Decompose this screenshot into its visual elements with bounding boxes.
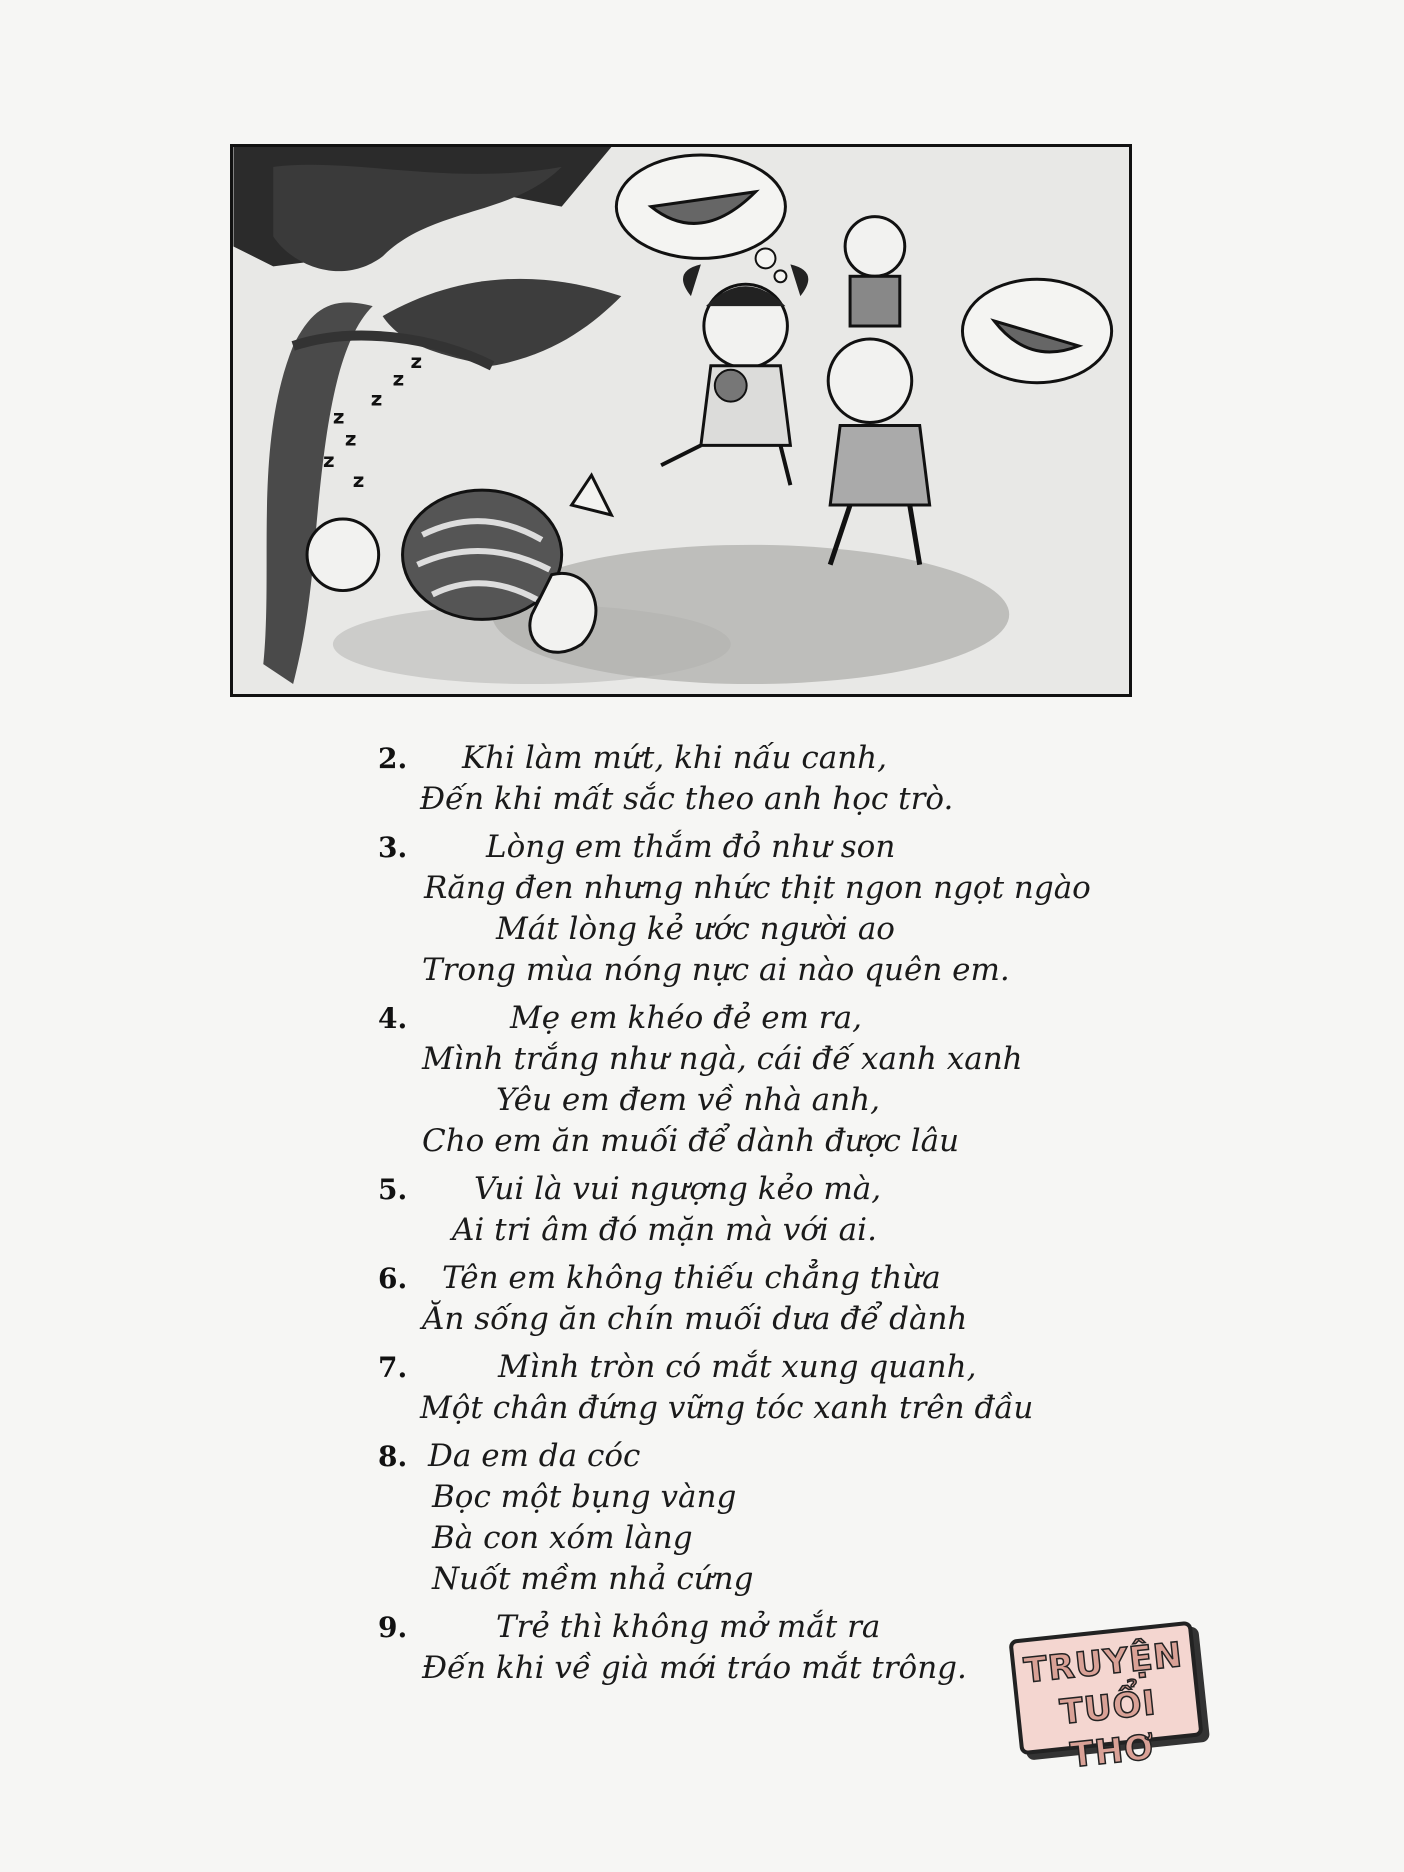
stanza-line [378, 1258, 1138, 1299]
line-text: Đến khi về già mới tráo mắt trông. [422, 1650, 967, 1686]
stanza-3 [378, 827, 1138, 991]
line-text: Mình tròn có mắt xung quanh, [498, 1349, 977, 1385]
stanza-number: 4. [378, 1002, 408, 1035]
stanza-line [378, 909, 1138, 950]
riddle-poem [378, 738, 1138, 1696]
stanza-line [378, 1477, 1138, 1518]
line-text: Da em da cóc [428, 1438, 641, 1474]
line-text: Tên em không thiếu chẳng thừa [442, 1260, 941, 1296]
stanza-line [378, 1436, 1138, 1477]
sleep-z-4: z [352, 469, 365, 493]
stanza-line [378, 1210, 1138, 1251]
stanza-line [378, 868, 1138, 909]
stanza-6 [378, 1258, 1138, 1340]
sleep-z-1: z [332, 405, 345, 429]
line-text: Trẻ thì không mở mắt ra [496, 1609, 881, 1645]
cartoon-illustration [230, 144, 1132, 697]
stanza-8 [378, 1436, 1138, 1600]
line-text: Đến khi mất sắc theo anh học trò. [420, 781, 954, 817]
line-text: Mình trắng như ngà, cái đế xanh xanh [422, 1041, 1023, 1077]
line-text: Ai tri âm đó mặn mà với ai. [452, 1212, 877, 1248]
stanza-line [378, 1121, 1138, 1162]
line-text: Bọc một bụng vàng [432, 1479, 737, 1515]
sleep-z-3: z [322, 449, 335, 473]
line-text: Cho em ăn muối để dành được lâu [422, 1123, 960, 1159]
logo-line-2: TUỔI THƠ [1058, 1682, 1159, 1776]
line-text: Nuốt mềm nhả cứng [432, 1561, 754, 1597]
stanza-line [378, 1347, 1138, 1388]
stanza-4 [378, 998, 1138, 1162]
line-text: Một chân đứng vững tóc xanh trên đầu [420, 1390, 1034, 1426]
stanza-line [378, 779, 1138, 820]
stanza-number: 8. [378, 1440, 408, 1473]
line-text: Lòng em thắm đỏ như son [486, 829, 896, 865]
line-text: Mát lòng kẻ ước người ao [496, 911, 895, 947]
line-text: Vui là vui ngượng kẻo mà, [474, 1171, 882, 1207]
stanza-line [378, 1299, 1138, 1340]
sleep-z-7: z [410, 349, 423, 373]
stanza-line [378, 1388, 1138, 1429]
stanza-line [378, 998, 1138, 1039]
line-text: Yêu em đem về nhà anh, [496, 1082, 880, 1118]
stanza-5 [378, 1169, 1138, 1251]
stanza-7 [378, 1347, 1138, 1429]
line-text: Mẹ em khéo đẻ em ra, [510, 1000, 862, 1036]
stanza-2 [378, 738, 1138, 820]
stanza-line [378, 950, 1138, 991]
stanza-line [378, 1559, 1138, 1600]
stanza-line [378, 827, 1138, 868]
stanza-number: 6. [378, 1262, 408, 1295]
line-text: Ăn sống ăn chín muối dưa để dành [422, 1301, 968, 1337]
logo-line-1: TRUYỆN [1022, 1634, 1185, 1692]
stanza-number: 7. [378, 1351, 408, 1384]
stanza-line [378, 1039, 1138, 1080]
illustration-drawing [233, 147, 1129, 694]
stanza-number: 5. [378, 1173, 408, 1206]
stanza-line [378, 1169, 1138, 1210]
line-text: Trong mùa nóng nực ai nào quên em. [422, 952, 1010, 988]
sleep-z-6: z [392, 367, 405, 391]
stanza-line [378, 738, 1138, 779]
sleep-z-5: z [370, 387, 383, 411]
truyen-tuoi-tho-logo [1008, 1621, 1203, 1776]
stanza-number: 3. [378, 831, 408, 864]
thought-bubble-right [962, 279, 1111, 382]
stanza-line [378, 1518, 1138, 1559]
line-text: Bà con xóm làng [432, 1520, 693, 1556]
stanza-line [378, 1080, 1138, 1121]
line-text: Khi làm mứt, khi nấu canh, [462, 740, 887, 776]
stanza-number: 2. [378, 742, 408, 775]
stanza-number: 9. [378, 1611, 408, 1644]
line-text: Răng đen nhưng nhức thịt ngon ngọt ngào [424, 870, 1091, 906]
sleep-z-2: z [344, 427, 357, 451]
